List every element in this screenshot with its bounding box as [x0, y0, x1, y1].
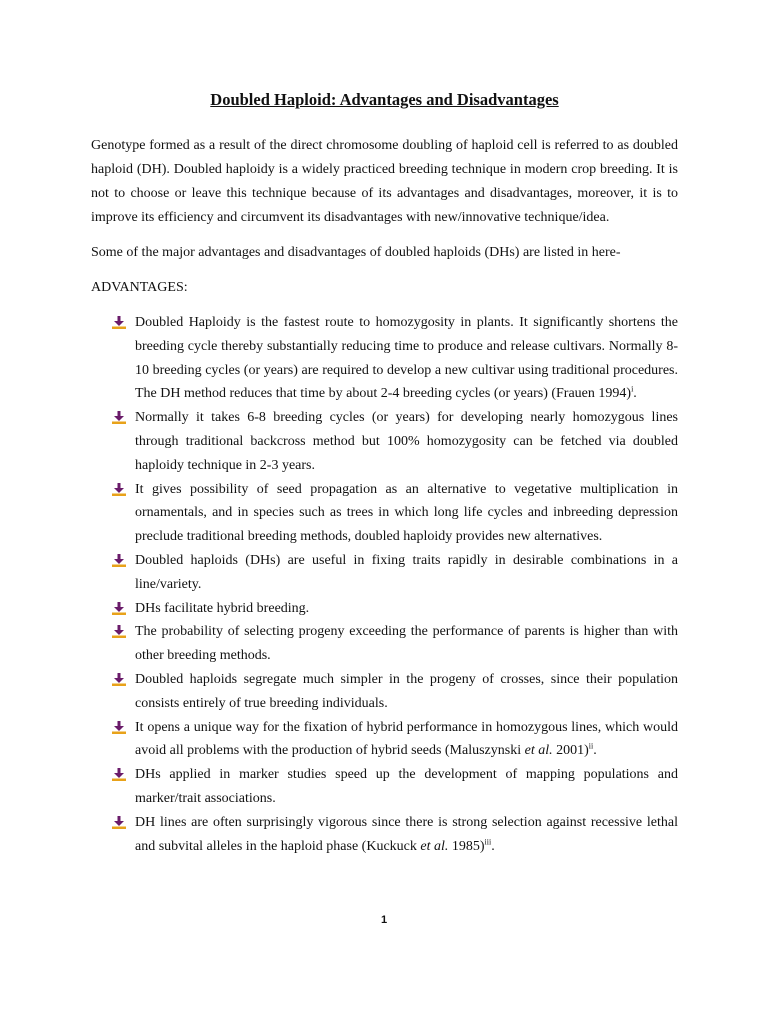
- advantage-text: DHs applied in marker studies speed up the development of mapping populations and marker/trait associations.: [135, 767, 678, 806]
- advantage-text: DH lines are often surprisingly vigorous since there is strong selection against recessive lethal and subvital alleles in the haploid phase (Kuckuck: [135, 814, 678, 854]
- advantages-list: [91, 311, 678, 858]
- citation-et-al: et al.: [524, 743, 553, 759]
- advantage-text: Doubled Haploidy is the fastest route to homozygosity in plants. It significantly shortens the breeding cycle thereby substantially reducing time to produce and release cultivars. Normally 8-10 breeding cycles (or years) are required to develop a new cultivar using traditional procedures. The DH method reduces that time by about 2-4 breeding cycles (or years) (Frauen 1994): [135, 315, 678, 402]
- arrow-down-bullet-icon: [112, 483, 126, 497]
- advantage-item: [91, 597, 678, 621]
- citation-year: 1985): [448, 838, 485, 854]
- advantage-text: It gives possibility of seed propagation as an alternative to vegetative multiplication in ornamentals, and in species such as trees in which long life cycles and inbreeding depression preclude traditional breeding methods, doubled haploidy provides new alternatives.: [135, 481, 678, 545]
- document-title: Doubled Haploid: Advantages and Disadvantages: [210, 90, 559, 109]
- advantage-text: Doubled haploids segregate much simpler in the progeny of crosses, since their population consists entirely of true breeding individuals.: [135, 671, 678, 711]
- arrow-down-bullet-icon: [112, 602, 126, 616]
- advantage-item: [91, 811, 678, 859]
- citation-year: 2001): [552, 743, 589, 759]
- lead-paragraph: Some of the major advantages and disadvantages of doubled haploids (DHs) are listed in here-: [91, 245, 621, 260]
- intro-paragraph: Genotype formed as a result of the direct chromosome doubling of haploid cell is referred to as doubled haploid (DH). Doubled haploidy is a widely practiced breeding technique in modern crop breeding. It is not to choose or leave this technique because of its advantages and disadvantages, moreover, it is to improve its efficiency and circumvent its disadvantages with new/innovative technique/idea.: [91, 138, 678, 225]
- advantage-item: [91, 406, 678, 477]
- arrow-down-bullet-icon: [112, 721, 126, 735]
- document-page: [91, 88, 678, 858]
- advantage-item: [91, 549, 678, 597]
- arrow-down-bullet-icon: [112, 411, 126, 425]
- advantage-item: [91, 763, 678, 811]
- advantages-heading: ADVANTAGES:: [91, 280, 188, 295]
- advantage-text: DHs facilitate hybrid breeding.: [135, 600, 310, 616]
- advantage-item: [91, 716, 678, 764]
- trailing-punctuation: .: [491, 838, 495, 854]
- advantage-item: [91, 311, 678, 406]
- arrow-down-bullet-icon: [112, 816, 126, 830]
- advantage-text: Doubled haploids (DHs) are useful in fixing traits rapidly in desirable combinations in a line/variety.: [135, 552, 678, 592]
- advantage-text: The probability of selecting progeny exceeding the performance of parents is higher than with other breeding methods.: [135, 624, 678, 664]
- arrow-down-bullet-icon: [112, 316, 126, 330]
- page-number: 1: [380, 914, 388, 926]
- advantage-text: Normally it takes 6-8 breeding cycles (or years) for developing nearly homozygous lines through traditional backcross method but 100% homozygosity can be fetched via doubled haploidy technique in 2-3 years.: [135, 410, 678, 473]
- endnote-marker: ii: [588, 741, 594, 751]
- arrow-down-bullet-icon: [112, 768, 126, 782]
- advantage-text: It opens a unique way for the fixation of hybrid performance in homozygous lines, which would avoid all problems with the production of hybrid seeds (Maluszynski: [135, 719, 678, 759]
- arrow-down-bullet-icon: [112, 673, 126, 687]
- arrow-down-bullet-icon: [112, 625, 126, 639]
- citation-et-al: et al.: [420, 838, 449, 854]
- trailing-punctuation: .: [633, 386, 637, 402]
- advantage-item: [91, 478, 678, 549]
- arrow-down-bullet-icon: [112, 554, 126, 568]
- advantage-item: [91, 668, 678, 716]
- endnote-marker: i: [631, 384, 634, 394]
- trailing-punctuation: .: [593, 743, 597, 759]
- endnote-marker: iii: [484, 836, 492, 846]
- advantage-item: [91, 620, 678, 668]
